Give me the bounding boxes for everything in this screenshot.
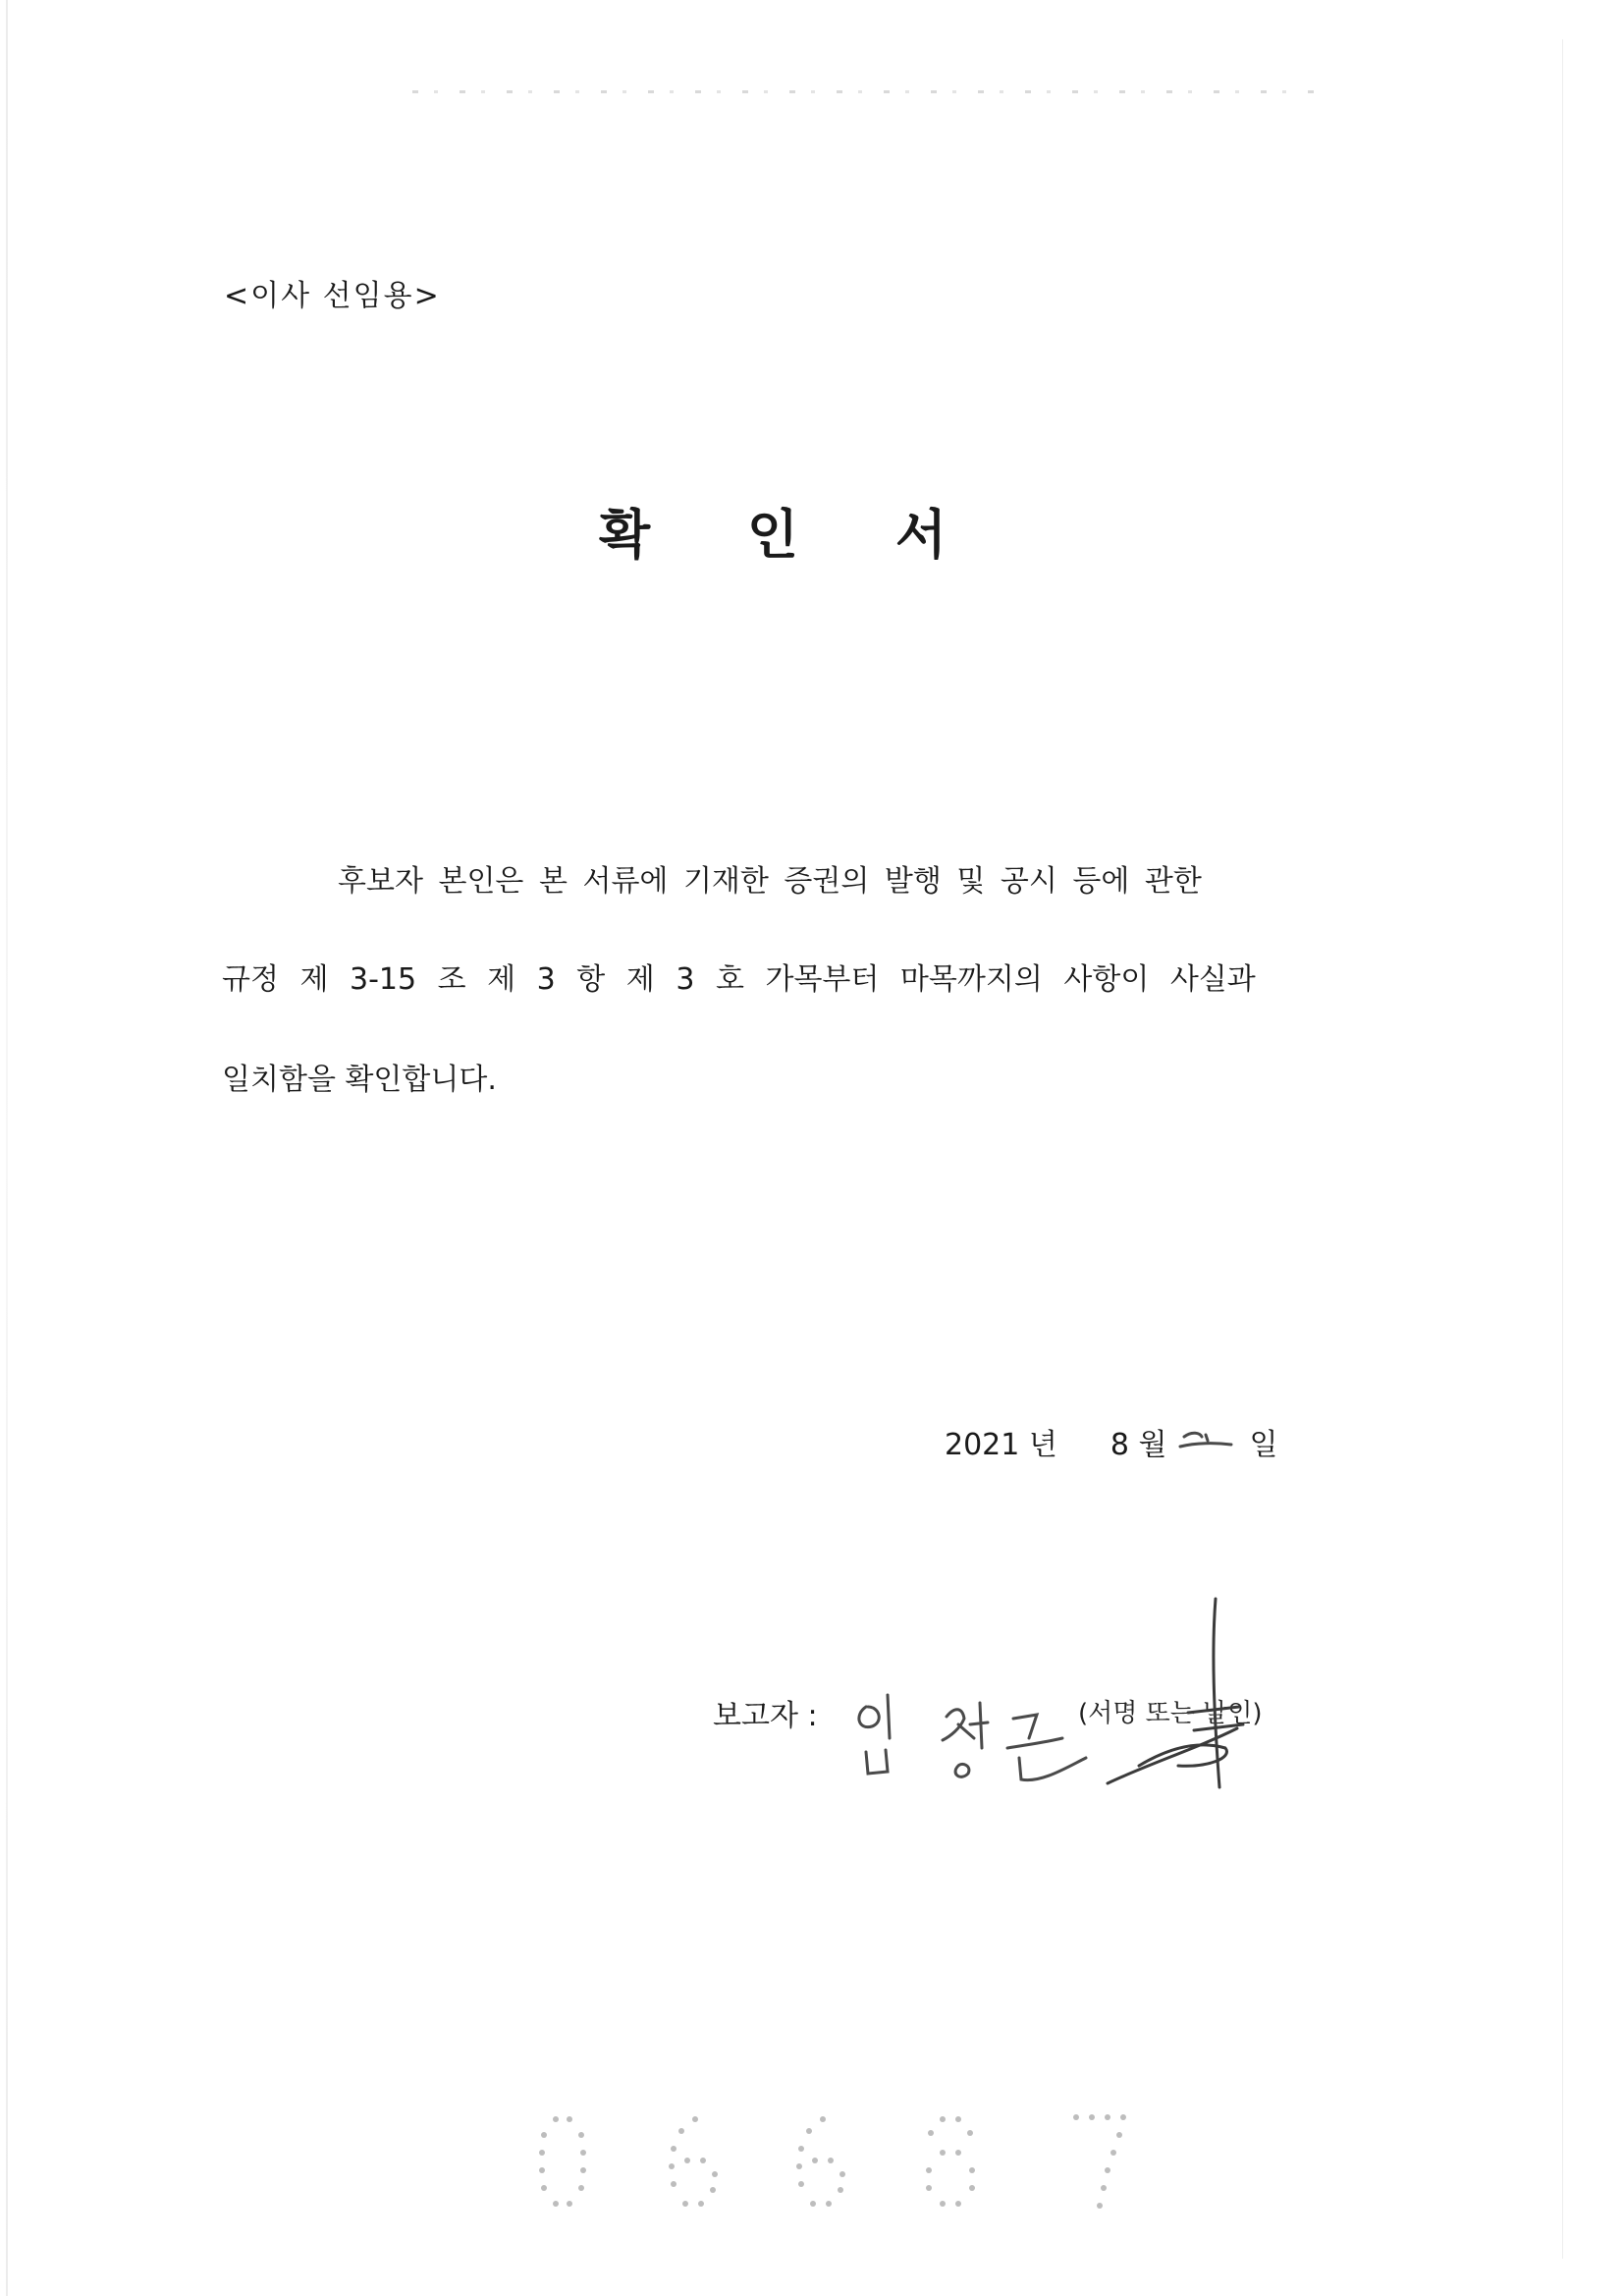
date-year: 2021 년 (945, 1428, 1057, 1462)
date-month: 8 월 (1110, 1428, 1167, 1462)
statement-line: 일치함을 확인합니다. (222, 1063, 497, 1097)
signature-seal-note: (서명 또는 날인) (1078, 1699, 1263, 1728)
document-title: 확 인 서 (598, 504, 987, 566)
date-day-label: 일 (1249, 1428, 1278, 1462)
scan-artifact (412, 90, 1316, 93)
statement-line: 규정 제 3-15 조 제 3 항 제 3 호 가목부터 마목까지의 사항이 사실과 (222, 962, 1256, 997)
date-day-handwritten (1176, 1425, 1235, 1454)
document-type-label: <이사 선임용> (224, 279, 441, 313)
handwritten-signature (844, 1591, 1276, 1807)
scan-edge (6, 0, 8, 2296)
document-date (945, 1420, 1277, 1463)
reporter-label: 보고자 : (713, 1699, 818, 1733)
scan-edge (1562, 39, 1563, 2259)
statement-line: 후보자 본인은 본 서류에 기재한 증권의 발행 및 공시 등에 관한 (338, 864, 1202, 899)
perforated-serial-number (530, 2109, 1159, 2227)
